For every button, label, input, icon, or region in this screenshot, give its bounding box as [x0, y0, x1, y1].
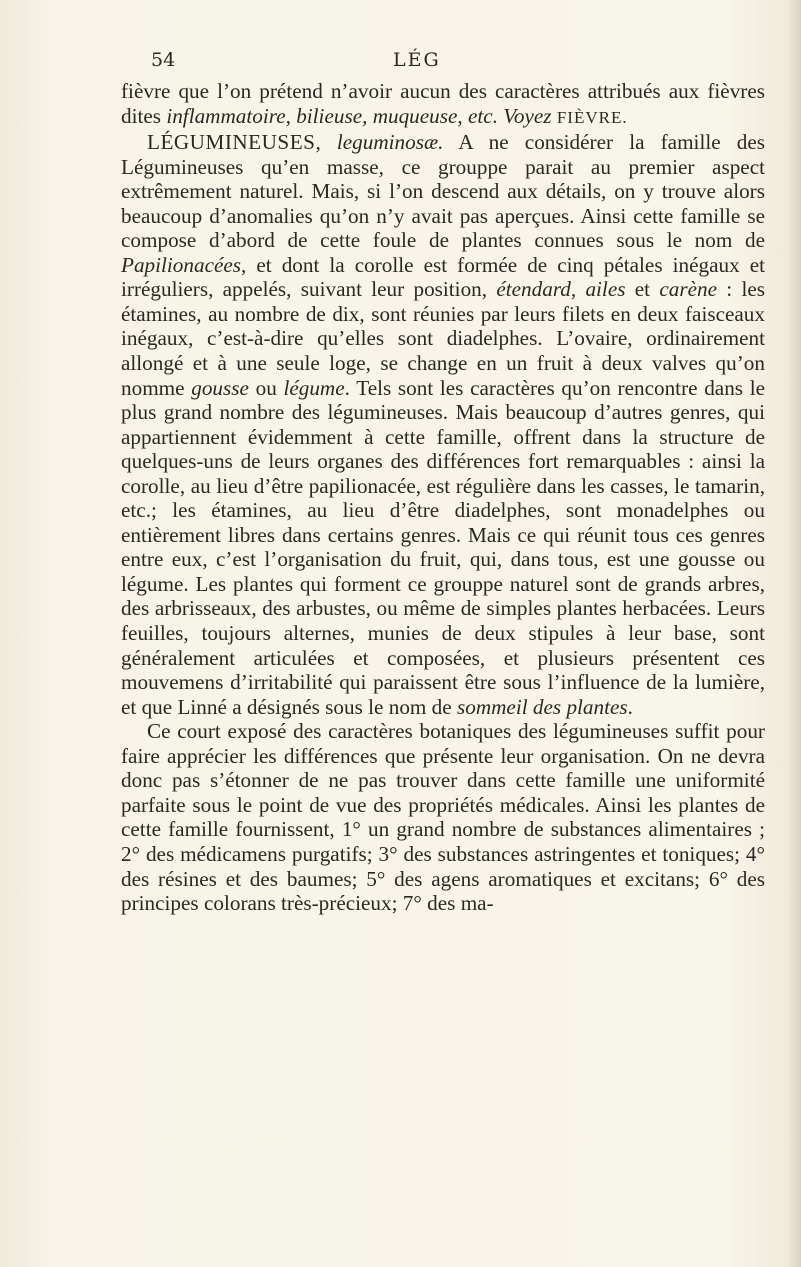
- page-number: 54: [151, 49, 176, 71]
- text-run: , et dont la corolle est formée de cinq pétales inégaux et irréguliers, appelés, suivant leur position,: [121, 252, 765, 302]
- page-header: [0, 49, 801, 79]
- page-edge-shadow: [787, 0, 801, 1267]
- cross-reference: FIÈVRE.: [556, 107, 628, 127]
- italic-run: légume: [283, 375, 345, 400]
- paragraph-legumineuses-entry: [121, 130, 765, 719]
- italic-run: inflammatoire, bilieuse, muqueuse, etc. Voyez: [166, 103, 552, 128]
- text-run: et: [625, 277, 660, 302]
- italic-run: carène: [659, 277, 717, 302]
- running-head: LÉG: [393, 49, 441, 71]
- italic-run: étendard, ailes: [496, 277, 626, 302]
- text-run: ,: [315, 130, 337, 155]
- text-run: .: [627, 694, 633, 719]
- body-text: [121, 79, 765, 916]
- text-run: Ce court exposé des caractères botaniques des légumineuses suffit pour faire apprécier les différences que présente leur organisation. On ne devra donc pas s’étonner de ne pas trouver dans cette famille une uniformité parfaite sous le point de vue des propriétés médicales. Ainsi les plantes de cette famille fournissent, 1° un grand nombre de substances alimentaires ; 2° des médicamens purgatifs; 3° des substances astringentes et toniques; 4° des résines et des baumes; 5° des agens aromatiques et excitans; 6° des principes colorans très-précieux; 7° des ma-: [121, 719, 765, 916]
- italic-run: gousse: [191, 375, 249, 400]
- italic-run: Papilionacées: [121, 252, 242, 277]
- text-run: fièvre que l’on prétend n’avoir aucun des caractères attribués aux fièvres dites: [121, 79, 765, 128]
- text-run: . Tels sont les caractères qu’on rencontre dans le plus grand nombre des légumineuses. Mais beaucoup d’autres genres, qui appartiennent évidemment à cette famille, offrent dans la structure de quelques-uns de leurs organes des différences fort remarquables : ainsi la corolle, au lieu d’être papilionacée, est régulière dans les casses, le tamarin, etc.; les étamines, au lieu d’être diadelphes, sont monadelphes ou entièrement libres dans certains genres. Mais ce qui réunit tous ces genres entre eux, c’est l’organisation du fruit, qui, dans tous, est une gousse ou légume. Les plantes qui forment ce grouppe naturel sont de grands arbres, des arbrisseaux, des arbustes, ou même de simples plantes herbacées. Leurs feuilles, toujours alternes, munies de deux stipules à leur base, sont généralement articulées et composées, et plusieurs présentent ces mouvemens d’irritabilité qui paraissent être sous l’influence de la lumière, et que Linné a désignés sous le nom de: [121, 375, 765, 719]
- entry-headword: LÉGUMINEUSES: [147, 130, 316, 155]
- latin-name: leguminosæ.: [336, 130, 444, 155]
- paragraph-fievre-continuation: [121, 79, 765, 130]
- text-run: ou: [248, 375, 284, 400]
- text-run: A ne considérer la famille des Légumineuses qu’en masse, ce grouppe parait au premier aspect extrêmement naturel. Mais, si l’on descend aux détails, on y trouve alors beaucoup d’anomalies qu’on n’y avait pas aperçues. Ainsi cette famille se compose d’abord de cette foule de plantes connues sous le nom de: [121, 130, 766, 253]
- italic-run: sommeil des plantes: [456, 694, 628, 719]
- paragraph-properties: [121, 719, 765, 915]
- text-run: : les étamines, au nombre de dix, sont réunies par leurs filets en deux faisceaux inégaux, c’est-à-dire qu’elles sont diadelphes. L’ovaire, ordinairement allongé et à une seule loge, se change en un fruit à deux valves qu’on nomme: [121, 277, 765, 400]
